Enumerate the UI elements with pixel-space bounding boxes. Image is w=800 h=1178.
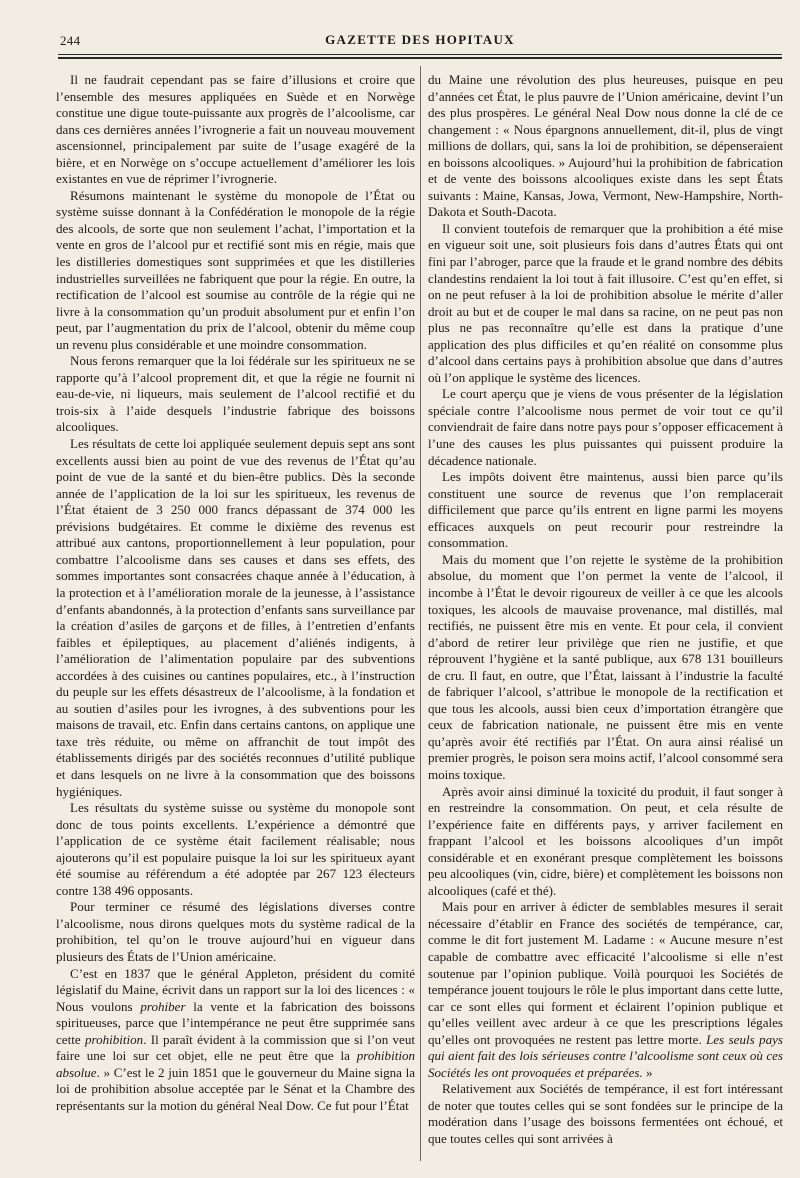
text-run: Mais pour en arriver à édicter de semblables mesures il serait nécessaire d’établir en France des sociétés de tempérance, car, comme le dit fort justement M. Ladame : « Aucune mesure n’est capable de combattre avec efficacité l’alcoolisme si elle n’est soutenue par l’opinion publique. Voilà pourquoi les Sociétés de tempérance jouent toujours le rôle le plus important dans cette lutte, car ce sont elles qui forment et éclairent l’opinion publique et qu’elles veillent avec ardeur à ce que les prescriptions légales qu’elles ont provoquées ne restent pas lettre morte. (428, 899, 783, 1047)
paragraph-continued: du Maine une révolution des plus heureuses, puisque en peu d’années cet État, le plus pauvre de l’Union américaine, devint l’un des plus prospères. Le général Neal Dow nous donne la clé de ce changement : « Nous épargnons annuellement, dit-il, plus de vingt millions de dollars, qui, sans la loi de prohibition, se dépenseraient en boissons alcooliques. » Aujourd’hui la prohibition de fabrication et de vente des boissons alcooliques existe dans les sept États suivants : Maine, Kansas, Jowa, Vermont, New-Hampshire, North-Dakota et South-Dacota. (428, 72, 783, 220)
text-run: . Il paraît évident à la commission que si l’on veut faire une loi sur cet objet, elle ne peut être que la (56, 1031, 415, 1064)
paragraph: Le court aperçu que je viens de vous présenter de la législation spéciale contre l’alcoolisme nous permet de voir tout ce qu’il conviendrait de faire dans notre pays pour s’opposer efficacement à l’une des causes les plus puissantes qui puissent produire la décadence nationale. (428, 386, 783, 468)
paragraph: Après avoir ainsi diminué la toxicité du produit, il faut songer à en restreindre la consommation. On peut, et cela résulte de l’expérience faite en différents pays, y arriver facilement en frappant l’alcool et les boissons alcooliques d’un impôt considérable et en exonérant presque complètement les boissons peu alcooliques (vin, cidre, bière) et complètement les boissons non alcooliques (café et thé). (428, 783, 783, 898)
page-header (60, 30, 780, 54)
paragraph: Il convient toutefois de remarquer que la prohibition a été mise en vigueur soit une, soit plusieurs fois dans d’autres États qui ont fini par l’abroger, parce que la fraude et le grand nombre des débits clandestins rendaient la loi tout à fait illusoire. C’est qu’en effet, si on ne peut refuser à la loi de prohibition absolue le mérite d’aller droit au but et de couper le mal dans sa racine, on ne peut pas non plus ne pas reconnaître qu’elle est dans la pratique d’une application des plus difficiles et qu’en réalité on consomme plus d’alcool dans certains pays à prohibition absolue que dans d’autres où l’on applique le système des licences. (428, 220, 783, 385)
header-rule (58, 54, 782, 55)
paragraph: Il ne faudrait cependant pas se faire d’illusions et croire que l’ensemble des mesures appliquées en Suède et en Norwège constitue une digue toute-puissante aux progrès de l’alcoolisme, car dans ces dernières années l’ivrognerie a fait un nouveau mouvement ascensionnel, principalement par suite de l’usage exagéré de la bière, et en Norwège on s’occupe actuellement d’améliorer les lois existantes en vue de réprimer l’ivrognerie. (56, 72, 415, 187)
paragraph-with-quote (56, 966, 415, 1115)
paragraph: Nous ferons remarquer que la loi fédérale sur les spiritueux ne se rapporte qu’à l’alcool proprement dit, et que la régie ne fournit ni eau-de-vie, ni liqueurs, mais seulement de l’alcool rectifié et du trois-six à l’aide desquels l’industrie fabrique des boissons alcooliques. (56, 353, 415, 435)
emphasis: Les seuls pays qui aient fait des lois sérieuses contre l’alcoolisme sont ceux où ces Sociétés les ont provoquées et préparées. (428, 1031, 783, 1080)
emphasis: prohibition absolue (56, 1048, 415, 1080)
page-number: 244 (60, 33, 81, 48)
running-title: GAZETTE DES HOPITAUX (325, 32, 515, 47)
text-run: . » C’est le 2 juin 1851 que le gouverneur du Maine signa la loi de prohibition absolue acceptée par le Sénat et la Chambre des représentants sur la motion du général Neal Dow. Ce fut pour l’État (56, 1064, 415, 1113)
text-run: C’est en 1837 que le général Appleton, président du comité législatif du Maine, écrivit dans un rapport sur la loi des licences : « Nous voulons (56, 965, 415, 1014)
paragraph: Les résultats de cette loi appliquée seulement depuis sept ans sont excellents aussi bien au point de vue des revenus de l’État qu’au point de vue de la santé et du bien-être publics. Dès la seconde année de l’application de la loi sur les spiritueux, les revenus de l’État étaient de 3 250 000 francs dépassant de 374 000 les prévisions budgétaires. Et comme le dixième des revenus est attribué aux cantons, proportionnellement à leur population, pour combattre l’alcoolisme dans ses causes et dans ses effets, des sommes importantes sont consacrées chaque année à l’éducation, à la protection et à l’amélioration morale de la jeunesse, à l’assistance d’enfants abandonnés, à la protection d’enfants sans surveillance par la création d’asiles de garçons et de filles, à l’entretien d’enfants faibles et épileptiques, au placement d’aliénés indigents, à l’amélioration de l’alimentation populaire par des subventions accordées à des cuisines ou cantines populaires, etc., à l’instruction du peuple sur les effets désastreux de l’alcoolisme, à la fondation et au soutien d’asiles pour les ivrognes, à des subventions pour les maisons de travail, etc. Enfin dans certains cantons, on applique une taxe très réduite, ou même on affranchit de tout impôt des établissements dirigés par des sociétés reconnues d’utilité publique et dans lesquels on ne livre à la consommation que des boissons hygiéniques. (56, 436, 415, 799)
paragraph: Pour terminer ce résumé des législations diverses contre l’alcoolisme, nous dirons quelques mots du système radical de la prohibition, tel qu’on le trouve aujourd’hui en vigueur dans plusieurs des États de l’Union américaine. (56, 899, 415, 964)
header-rule-double (58, 57, 782, 59)
paragraph: Relativement aux Sociétés de tempérance, il est fort intéressant de noter que toutes celles qui se sont fondées sur le principe de la modération dans l’usage des boissons fermentées ont échoué, et que toutes celles qui sont arrivées à (428, 1081, 783, 1146)
text-run: » (642, 1064, 653, 1080)
left-column (56, 72, 415, 1162)
column-divider (420, 66, 421, 1161)
right-column (428, 72, 783, 1162)
paragraph: Résumons maintenant le système du monopole de l’État ou système suisse donnant à la Confédération le monopole de la régie des alcools, de sorte que non seulement l’achat, l’importation et la vente en gros de l’alcool pur et rectifié sont mis en régie, mais que les distilleries domestiques sont supprimées et que les distilleries industrielles surveillées ne fabriquent que pour la régie. En outre, la rectification de l’alcool est soumise au contrôle de la régie qui ne livre à la consommation qu’un produit absolument pur et enfin l’on peut, par l’augmentation du prix de l’alcool, obtenir du même coup un revenu plus considérable et une moindre consommation. (56, 187, 415, 352)
paragraph: Les impôts doivent être maintenus, aussi bien parce qu’ils constituent une source de revenus que l’on remplacerait difficilement que parce qu’ils entrent en ligne parmi les moyens efficaces auxquels on peut recourir pour restreindre la consommation. (428, 469, 783, 551)
paragraph-with-quote (428, 899, 783, 1081)
paragraph: Mais du moment que l’on rejette le système de la prohibition absolue, du moment que l’on permet la vente de l’alcool, il incombe à l’État le devoir rigoureux de veiller à ce que les alcools toxiques, les alcools de mauvaise provenance, mal distillés, mal rectifiés, ne puissent être mis en vente. Et pour cela, il convient d’abord de retirer leur privilège que rien ne justifie, et que réprouvent l’hygiène et la santé publique, aux 678 131 bouilleurs de cru. Il faut, en outre, que l’État, laissant à l’industrie la faculté de fabriquer l’alcool, s’attribue le monopole de la rectification et que tous les alcools, aussi bien ceux d’importation étrangère que ceux de fabrication nationale, ne puissent être mis en vente qu’après avoir été rectifiés par l’État. On aura ainsi réalisé un premier progrès, le poison sera moins actif, l’alcool consommé sera moins toxique. (428, 551, 783, 782)
emphasis: prohibition (84, 1031, 144, 1047)
emphasis: prohiber (140, 998, 186, 1014)
text-run: la vente et la fabrication des boissons spiritueuses, parce que l’intempérance ne peut être supprimée sans cette (56, 998, 415, 1047)
paragraph: Les résultats du système suisse ou système du monopole sont donc de tous points excellents. L’expérience a démontré que l’application de ce système était facilement réalisable; nous ajouterons qu’il est populaire puisque la loi sur les spiritueux ayant été soumise au référendum a été adoptée par 267 123 électeurs contre 138 496 opposants. (56, 800, 415, 898)
